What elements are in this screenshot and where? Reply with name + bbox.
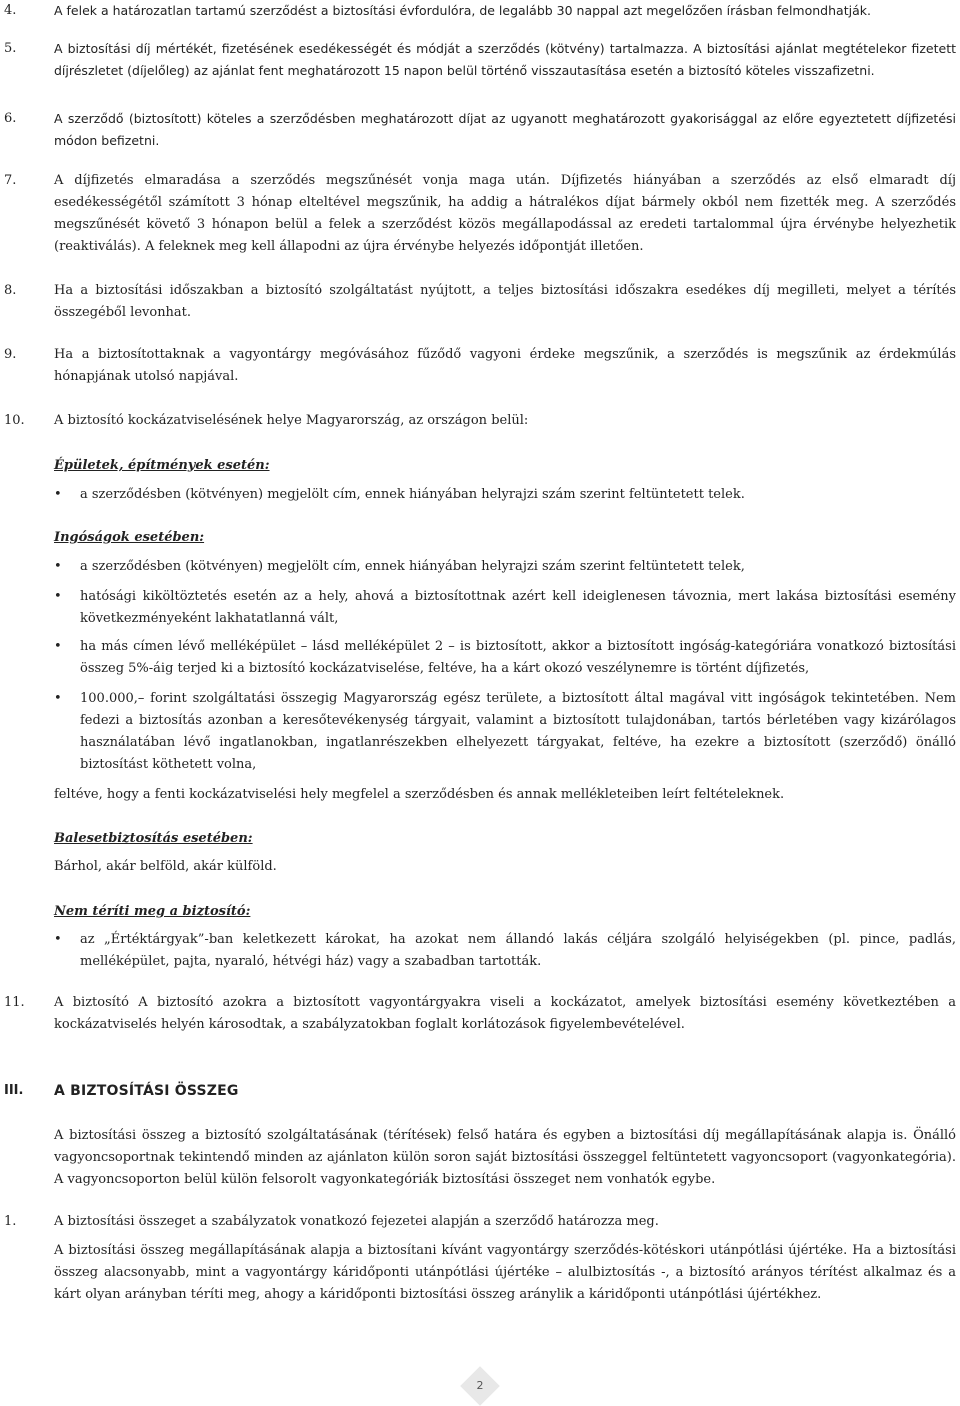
bullet-icon: • (54, 691, 62, 706)
section-item-1 (0, 1211, 960, 1233)
clause-text: Ha a biztosítási időszakban a biztosító szolgáltatást nyújtott, a teljes biztosítási időszakra esedékes díj megilleti, melyet a térítés összegéből levonhat. (54, 283, 956, 320)
section-item-1-paragraph: A biztosítási összeg megállapításának alapja a biztosítani kívánt vagyontárgy szerződés-kötéskori utánpótlási újértéke. Ha a biztosítási összeg alacsonyabb, mint a vagyontárgy káridőponti utánpótlási újértéke – alulbiztosítás -, a biztosító arányos térítést alkalmaz és a kárt olyan arányban téríti meg, ahogy a káridőponti biztosítási összeg aránylik a káridőponti utánpótlási újértékhez. (54, 1243, 956, 1302)
accident-section (0, 828, 960, 850)
section-heading (0, 1080, 960, 1102)
clause-number: 10. (4, 413, 25, 428)
clause-4 (0, 0, 960, 22)
clause-9 (0, 344, 960, 388)
exclusions-section (0, 901, 960, 923)
clause-text: A díjfizetés elmaradása a szerződés megszűnését vonja maga után. Díjfizetés hiányában a szerződés az első elmaradt díj esedékességétől számított 3 hónap elteltével megszűnik, ha addig a hátralékos díjat bármely okból nem fizették meg. A szerződés megszűnését követő 3 hónapon belül a felek a szerződést közös megállapodással az eredeti tartalommal újra érvénybe helyezhetik (reaktiválás). A feleknek meg kell állapodni az újra érvénybe helyezés időpontját illetően. (54, 173, 956, 254)
list-item: • az „Értéktárgyak”-ban keletkezett károkat, ha azokat nem állandó lakás céljára szolgáló helyiségekben (pl. pince, padlás, melléképület, pajta, nyaraló, hétvégi ház) vagy a szabadban tartották. (54, 929, 956, 973)
clause-number: 1. (4, 1214, 17, 1229)
bullet-icon: • (54, 559, 62, 574)
section-intro: A biztosítási összeg a biztosító szolgáltatásának (térítések) felső határa és egyben a biztosítási díj megállapításának alapja is. Önálló vagyoncsoportnak tekintendő minden az ajánlaton külön soron saját biztosítási összeggel feltüntetett vagyoncsoport (vagyonkategória). A vagyoncsoporton belül külön felsorolt vagyonkategóriák biztosítási összeget nem vonhatók egybe. (54, 1128, 956, 1187)
clause-11 (0, 992, 960, 1036)
section-number: III. (4, 1083, 24, 1098)
clause-text: A biztosító kockázatviselésének helye Magyarország, az országon belül: (54, 413, 529, 428)
clause-number: 4. (4, 3, 17, 18)
movables-bullet-2 (0, 586, 960, 630)
page-number: 2 (476, 1379, 484, 1392)
movables-heading: Ingóságok esetében: (54, 530, 205, 545)
list-item: • ha más címen lévő melléképület – lásd melléképület 2 – is biztosított, akkor a biztosított ingóság-kategóriára vonatkozó biztosítási összeg 5%-áig terjed ki a biztosító kockázatviselése, feltéve, ha a kárt okozó veszélynemre is történt díjfizetés, (54, 636, 956, 680)
buildings-heading: Épületek, építmények esetén: (54, 458, 270, 473)
clause-10 (0, 410, 960, 432)
clause-text: A biztosító A biztosító azokra a biztosított vagyontárgyakra viseli a kockázatot, amelyek biztosítási esemény következtében a kockázatviselés helyén károsodtak, a szabályzatokban foglalt korlátozások figyelembevételével. (54, 995, 956, 1032)
clause-number: 7. (4, 173, 17, 188)
bullet-icon: • (54, 487, 62, 502)
list-item: • hatósági kiköltöztetés esetén az a hely, ahová a biztosítottnak azért kell ideiglenesen távoznia, mert lakása biztosítási esemény következményeként lakhatatlanná vált, (54, 586, 956, 630)
list-item: • a szerződésben (kötvényen) megjelölt cím, ennek hiányában helyrajzi szám szerint feltüntetett telek, (54, 556, 956, 578)
clause-text: A szerződő (biztosított) köteles a szerződésben meghatározott díjat az ugyanott meghatározott gyakorisággal az előre egyeztetett díjfizetési módon befizetni. (54, 111, 956, 148)
clause-8 (0, 280, 960, 324)
clause-number: 11. (4, 995, 25, 1010)
section-title: A BIZTOSÍTÁSI ÖSSZEG (54, 1083, 239, 1099)
movables-bullets (0, 556, 960, 578)
bullet-icon: • (54, 639, 62, 654)
clause-5 (0, 38, 960, 82)
clause-6 (0, 108, 960, 152)
buildings-section (0, 455, 960, 477)
clause-number: 8. (4, 283, 17, 298)
clause-text: Ha a biztosítottaknak a vagyontárgy megóvásához fűződő vagyoni érdeke megszűnik, a szerződés is megszűnik az érdekmúlás hónapjának utolsó napjával. (54, 347, 956, 384)
bullet-icon: • (54, 589, 62, 604)
exclusions-bullets (0, 929, 960, 973)
list-item: • a szerződésben (kötvényen) megjelölt cím, ennek hiányában helyrajzi szám szerint feltüntetett telek. (54, 484, 956, 506)
list-item: • 100.000,– forint szolgáltatási összegig Magyarország egész területe, a biztosított által magával vitt ingóságok tekintetében. Nem fedezi a biztosítás azonban a keresőtevékenység tárgyait, valamint a biztosított tulajdonában, tartós bérletében vagy kizárólagos használatában lévő ingatlanokban, ingatlanrészekben elhelyezett tárgyakat, feltéve, ha ezekre a biztosított (szerződő) önálló biztosítást köthetett volna, (54, 688, 956, 776)
buildings-bullets (0, 484, 960, 506)
accident-heading: Balesetbiztosítás esetében: (54, 831, 253, 846)
movables-bullet-4 (0, 688, 960, 776)
clause-text: A biztosítási összeget a szabályzatok vonatkozó fejezetei alapján a szerződő határozza meg. (54, 1214, 659, 1229)
clause-number: 9. (4, 347, 17, 362)
clause-text: A felek a határozatlan tartamú szerződést a biztosítási évfordulóra, de legalább 30 nappal azt megelőzően írásban felmondhatják. (54, 3, 871, 18)
clause-7 (0, 170, 960, 258)
accident-text: Bárhol, akár belföld, akár külföld. (54, 859, 277, 874)
clause-number: 5. (4, 41, 17, 56)
movables-closing: feltéve, hogy a fenti kockázatviselési hely megfelel a szerződésben és annak mellékleteiben leírt feltételeknek. (54, 787, 785, 802)
clause-text: A biztosítási díj mértékét, fizetésének esedékességét és módját a szerződés (kötvény) tartalmazza. A biztosítási ajánlat megtételekor fizetett díjrészletet (díjelőleg) az ajánlat fent meghatározott 15 napon belül történő visszautasítása esetén a biztosító köteles visszafizetni. (54, 41, 956, 78)
bullet-icon: • (54, 932, 62, 947)
movables-section (0, 527, 960, 549)
exclusions-heading: Nem téríti meg a biztosító: (54, 904, 251, 919)
movables-bullet-3 (0, 636, 960, 680)
clause-number: 6. (4, 111, 17, 126)
